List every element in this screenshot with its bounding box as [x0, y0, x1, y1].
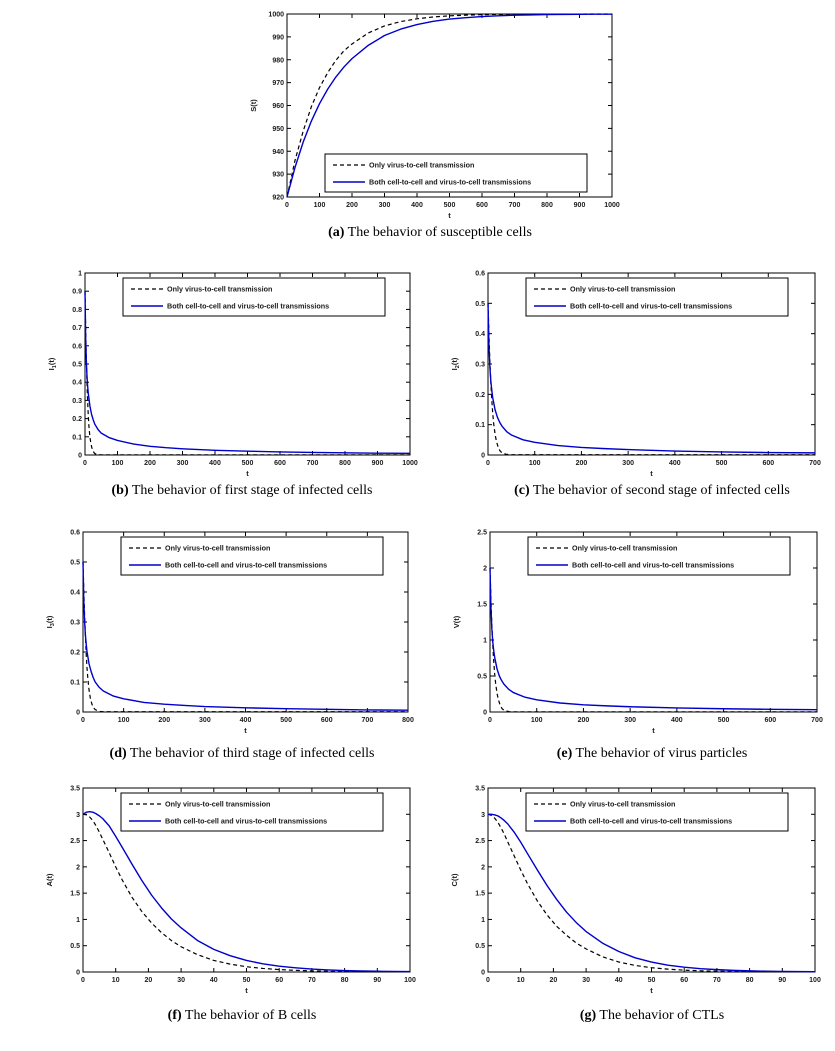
- svg-text:0.3: 0.3: [70, 619, 80, 627]
- line-chart-first-stage-infected: [38, 261, 426, 484]
- svg-text:900: 900: [371, 460, 384, 467]
- svg-text:400: 400: [239, 717, 252, 724]
- caption-text: The behavior of susceptible cells: [344, 225, 532, 240]
- svg-text:970: 970: [272, 80, 284, 88]
- svg-text:600: 600: [476, 202, 488, 209]
- svg-text:0: 0: [78, 452, 82, 460]
- svg-text:300: 300: [622, 460, 634, 467]
- line-chart-virus-particles: [443, 520, 833, 741]
- svg-text:t: t: [650, 986, 653, 995]
- svg-text:800: 800: [339, 460, 351, 467]
- svg-text:700: 700: [306, 460, 319, 467]
- svg-text:0.7: 0.7: [72, 325, 82, 333]
- svg-text:30: 30: [582, 977, 590, 984]
- svg-text:Only virus-to-cell transmissio: Only virus-to-cell transmission: [165, 799, 271, 809]
- svg-text:2.5: 2.5: [477, 529, 487, 537]
- svg-text:40: 40: [209, 977, 218, 984]
- svg-text:Both cell-to-cell and virus-to: Both cell-to-cell and virus-to-cell transmissions: [572, 560, 735, 570]
- svg-text:920: 920: [272, 194, 284, 202]
- svg-text:0.1: 0.1: [475, 422, 485, 430]
- svg-text:0.6: 0.6: [70, 529, 80, 537]
- svg-text:950: 950: [272, 125, 284, 133]
- svg-text:0: 0: [81, 977, 85, 984]
- svg-text:100: 100: [809, 977, 821, 984]
- svg-text:3.5: 3.5: [70, 785, 80, 793]
- svg-text:0.5: 0.5: [475, 943, 485, 951]
- svg-text:0.3: 0.3: [475, 361, 485, 369]
- svg-text:100: 100: [404, 977, 416, 984]
- svg-text:800: 800: [541, 202, 553, 209]
- svg-text:0.4: 0.4: [72, 379, 82, 387]
- svg-text:700: 700: [361, 717, 374, 724]
- caption-f: [32, 1008, 452, 1024]
- svg-text:930: 930: [272, 171, 284, 179]
- svg-text:940: 940: [272, 148, 284, 156]
- svg-text:40: 40: [614, 977, 623, 984]
- svg-text:t: t: [245, 986, 248, 995]
- svg-text:2: 2: [483, 565, 487, 573]
- chart-panel-g: [441, 776, 831, 1006]
- svg-text:200: 200: [158, 717, 171, 724]
- svg-text:0: 0: [481, 969, 485, 977]
- svg-text:Both cell-to-cell and virus-to: Both cell-to-cell and virus-to-cell transmissions: [167, 301, 330, 311]
- svg-text:400: 400: [671, 717, 683, 724]
- svg-text:60: 60: [275, 977, 284, 984]
- svg-text:980: 980: [272, 57, 284, 65]
- chart-panel-c: [441, 261, 831, 489]
- svg-text:0.5: 0.5: [477, 673, 487, 681]
- chart-panel-d: [36, 520, 424, 746]
- svg-text:1000: 1000: [604, 202, 620, 209]
- svg-text:0.5: 0.5: [70, 559, 80, 567]
- line-chart-ctls: [441, 776, 831, 1001]
- svg-text:1: 1: [78, 270, 82, 278]
- svg-text:0: 0: [81, 717, 85, 724]
- svg-text:1000: 1000: [268, 11, 284, 19]
- svg-text:3: 3: [481, 811, 485, 819]
- svg-text:0.3: 0.3: [72, 397, 82, 405]
- caption-label: (d): [109, 746, 127, 761]
- svg-text:Both cell-to-cell and virus-to: Both cell-to-cell and virus-to-cell transmissions: [165, 560, 328, 570]
- svg-text:0.6: 0.6: [475, 270, 485, 278]
- chart-panel-b: [38, 261, 426, 489]
- svg-text:700: 700: [508, 202, 521, 209]
- svg-text:20: 20: [144, 977, 153, 984]
- svg-text:300: 300: [624, 717, 636, 724]
- svg-text:50: 50: [647, 977, 656, 984]
- caption-label: (b): [111, 483, 129, 498]
- svg-text:I3(t): $I_3(t)$: [45, 615, 56, 629]
- caption-g: [442, 1008, 835, 1024]
- caption-d: [32, 746, 452, 762]
- caption-text: The behavior of first stage of infected cells: [128, 483, 373, 498]
- svg-text:600: 600: [764, 717, 777, 724]
- svg-text:400: 400: [669, 460, 681, 467]
- svg-text:50: 50: [242, 977, 251, 984]
- svg-text:1.5: 1.5: [477, 601, 487, 609]
- caption-text: The behavior of third stage of infected cells: [126, 746, 375, 761]
- svg-text:I1(t): $I_1(t)$: [47, 357, 58, 371]
- svg-text:V(t): V(t): [452, 615, 461, 629]
- svg-text:600: 600: [762, 460, 775, 467]
- svg-text:0.5: 0.5: [72, 361, 82, 369]
- line-chart-second-stage-infected: [441, 261, 831, 484]
- svg-text:900: 900: [573, 202, 586, 209]
- caption-text: The behavior of CTLs: [596, 1008, 725, 1023]
- svg-text:0: 0: [76, 709, 80, 717]
- svg-text:0.1: 0.1: [70, 679, 80, 687]
- svg-text:600: 600: [274, 460, 286, 467]
- svg-text:0.2: 0.2: [70, 649, 80, 657]
- line-chart-third-stage-infected: [36, 520, 424, 741]
- svg-text:0: 0: [83, 460, 87, 467]
- svg-text:1.5: 1.5: [475, 890, 485, 898]
- line-chart-susceptible-cells: [240, 2, 628, 226]
- svg-text:1000: 1000: [402, 460, 418, 467]
- svg-text:Both cell-to-cell and virus-to: Both cell-to-cell and virus-to-cell transmissions: [369, 177, 532, 187]
- svg-text:t: t: [650, 469, 653, 478]
- caption-text: The behavior of virus particles: [572, 746, 748, 761]
- caption-b: [32, 483, 452, 499]
- svg-text:200: 200: [577, 717, 590, 724]
- svg-text:70: 70: [308, 977, 316, 984]
- svg-text:1.5: 1.5: [70, 890, 80, 898]
- svg-text:Both cell-to-cell and virus-to: Both cell-to-cell and virus-to-cell transmissions: [570, 816, 733, 826]
- svg-text:200: 200: [575, 460, 588, 467]
- svg-text:1: 1: [76, 916, 80, 924]
- svg-text:100: 100: [528, 460, 541, 467]
- caption-c: [442, 483, 835, 499]
- svg-text:500: 500: [443, 202, 456, 209]
- svg-text:S(t): S(t): [249, 99, 258, 112]
- svg-text:700: 700: [811, 717, 823, 724]
- chart-panel-e: [443, 520, 833, 746]
- svg-text:500: 500: [241, 460, 254, 467]
- svg-text:0.9: 0.9: [72, 288, 82, 296]
- svg-text:0.2: 0.2: [475, 391, 485, 399]
- svg-text:3: 3: [76, 811, 80, 819]
- svg-text:0: 0: [486, 977, 490, 984]
- svg-text:400: 400: [209, 460, 221, 467]
- svg-text:100: 100: [111, 460, 124, 467]
- svg-text:300: 300: [378, 202, 391, 209]
- svg-text:t: t: [246, 469, 249, 478]
- svg-text:600: 600: [320, 717, 333, 724]
- caption-text: The behavior of second stage of infected cells: [529, 483, 790, 498]
- caption-label: (c): [514, 483, 530, 498]
- line-chart-b-cells: [36, 776, 426, 1001]
- svg-text:960: 960: [272, 103, 284, 110]
- caption-a: [230, 225, 630, 241]
- svg-text:0.4: 0.4: [70, 589, 80, 597]
- caption-label: (e): [556, 746, 573, 761]
- svg-text:t: t: [652, 726, 655, 735]
- svg-text:30: 30: [177, 977, 185, 984]
- caption-label: (f): [167, 1008, 182, 1023]
- svg-text:2.5: 2.5: [475, 838, 485, 846]
- chart-panel-a: [240, 2, 628, 231]
- caption-label: (g): [579, 1008, 597, 1023]
- svg-text:I2(t): $I_2(t)$: [450, 357, 461, 371]
- svg-text:0.5: 0.5: [70, 943, 80, 951]
- svg-text:800: 800: [402, 717, 414, 724]
- svg-text:0.2: 0.2: [72, 416, 82, 424]
- svg-text:500: 500: [717, 717, 730, 724]
- svg-text:200: 200: [144, 460, 156, 467]
- svg-text:400: 400: [411, 202, 423, 209]
- svg-text:Only virus-to-cell transmissio: Only virus-to-cell transmission: [369, 160, 475, 170]
- svg-text:10: 10: [111, 977, 120, 984]
- svg-text:80: 80: [745, 977, 754, 984]
- svg-text:0: 0: [481, 452, 485, 460]
- svg-text:300: 300: [176, 460, 189, 467]
- svg-text:0: 0: [486, 460, 490, 467]
- chart-panel-f: [36, 776, 426, 1006]
- svg-text:Only virus-to-cell transmissio: Only virus-to-cell transmission: [570, 284, 676, 294]
- svg-text:990: 990: [272, 34, 284, 42]
- svg-text:70: 70: [713, 977, 721, 984]
- svg-text:80: 80: [340, 977, 349, 984]
- svg-text:500: 500: [280, 717, 292, 724]
- svg-text:1: 1: [481, 916, 485, 924]
- svg-text:t: t: [448, 211, 451, 220]
- svg-text:0.5: 0.5: [475, 300, 485, 308]
- svg-text:0.4: 0.4: [475, 331, 485, 339]
- caption-label: (a): [328, 225, 345, 240]
- svg-text:0.8: 0.8: [72, 306, 82, 314]
- svg-text:2: 2: [76, 864, 80, 872]
- svg-text:200: 200: [346, 202, 358, 209]
- svg-text:100: 100: [530, 717, 543, 724]
- caption-text: The behavior of B cells: [181, 1008, 317, 1023]
- svg-text:90: 90: [373, 977, 382, 984]
- svg-text:Only virus-to-cell transmissio: Only virus-to-cell transmission: [167, 284, 273, 294]
- svg-text:90: 90: [778, 977, 787, 984]
- svg-text:0: 0: [488, 717, 492, 724]
- svg-text:Both cell-to-cell and virus-to: Both cell-to-cell and virus-to-cell transmissions: [165, 816, 328, 826]
- svg-text:Only virus-to-cell transmissio: Only virus-to-cell transmission: [165, 543, 271, 553]
- svg-text:60: 60: [680, 977, 689, 984]
- svg-text:0.6: 0.6: [72, 343, 82, 351]
- svg-text:2: 2: [481, 864, 485, 872]
- svg-text:0: 0: [483, 709, 487, 717]
- svg-text:500: 500: [715, 460, 728, 467]
- svg-text:Only virus-to-cell transmissio: Only virus-to-cell transmission: [572, 543, 678, 553]
- svg-text:100: 100: [313, 202, 326, 209]
- svg-text:Both cell-to-cell and virus-to: Both cell-to-cell and virus-to-cell transmissions: [570, 301, 733, 311]
- svg-text:0: 0: [76, 969, 80, 977]
- caption-e: [442, 746, 835, 762]
- svg-text:Only virus-to-cell transmissio: Only virus-to-cell transmission: [570, 799, 676, 809]
- svg-text:1: 1: [483, 637, 487, 645]
- svg-text:100: 100: [117, 717, 130, 724]
- svg-text:C(t): C(t): [450, 873, 459, 887]
- svg-text:300: 300: [199, 717, 211, 724]
- svg-text:0.1: 0.1: [72, 434, 82, 442]
- svg-text:20: 20: [549, 977, 558, 984]
- svg-text:A(t): A(t): [45, 873, 54, 887]
- svg-text:2.5: 2.5: [70, 838, 80, 846]
- svg-text:3.5: 3.5: [475, 785, 485, 793]
- svg-text:0: 0: [285, 202, 289, 209]
- svg-text:700: 700: [809, 460, 821, 467]
- svg-text:10: 10: [516, 977, 525, 984]
- svg-text:t: t: [244, 726, 247, 735]
